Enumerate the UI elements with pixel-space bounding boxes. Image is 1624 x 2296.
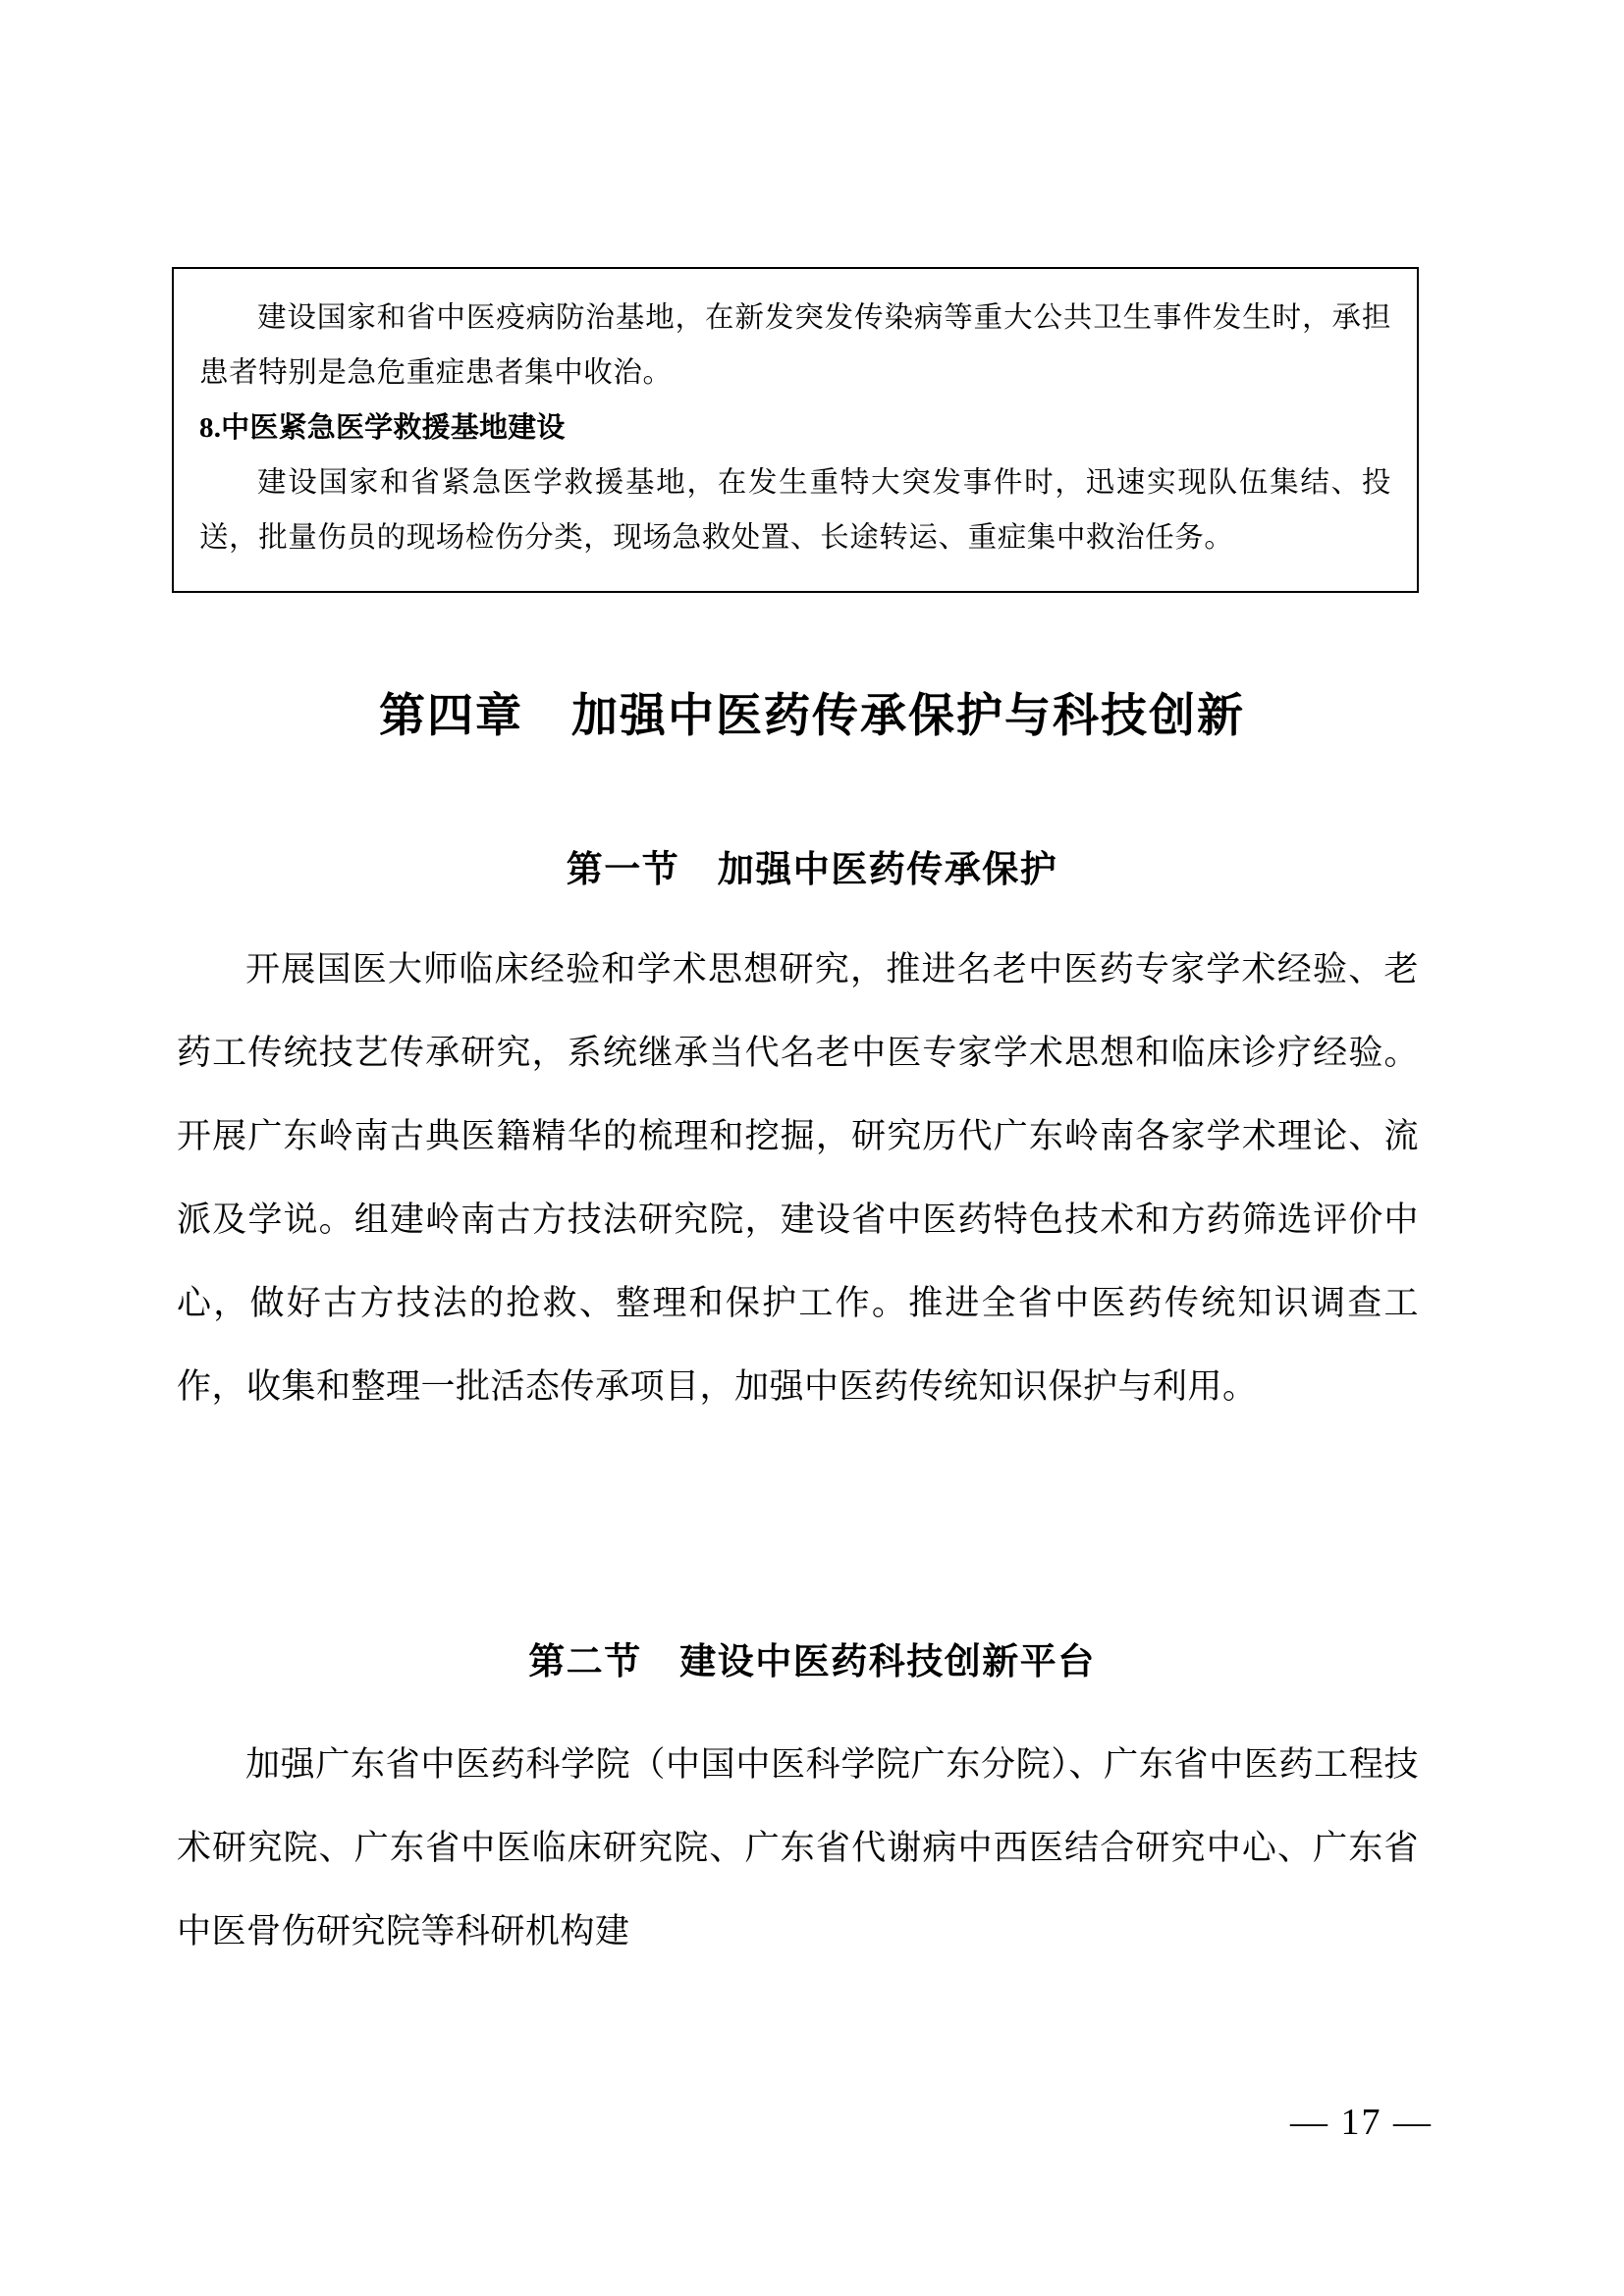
callout-paragraph-1: 建设国家和省中医疫病防治基地，在新发突发传染病等重大公共卫生事件发生时，承担患者特别是急危重症患者集中收治。: [199, 302, 1391, 389]
section-heading-1: 第一节 加强中医药传承保护: [566, 849, 1058, 889]
page-number: — 17 —: [1290, 2102, 1433, 2143]
section-heading-2: 第二节 建设中医药科技创新平台: [528, 1641, 1096, 1682]
chapter-title: 第四章 加强中医药传承保护与科技创新: [379, 689, 1245, 741]
callout-paragraph-2: 建设国家和省紧急医学救援基地，在发生重特大突发事件时，迅速实现队伍集结、投送，批量伤员的现场检伤分类，现场急救处置、长途转运、重症集中救治任务。: [199, 467, 1391, 554]
section-body-2: 加强广东省中医药科学院（中国中医科学院广东分院）、广东省中医药工程技术研究院、广东省中医临床研究院、广东省代谢病中西医结合研究中心、广东省中医骨伤研究院等科研机构建: [177, 1745, 1419, 1950]
callout-box: [172, 267, 1419, 593]
callout-subheading: 8.中医紧急医学救援基地建设: [199, 412, 566, 444]
section-body-1: 开展国医大师临床经验和学术思想研究，推进名老中医药专家学术经验、老药工传统技艺传承研究，系统继承当代名老中医专家学术思想和临床诊疗经验。开展广东岭南古典医籍精华的梳理和挖掘，研究历代广东岭南各家学术理论、流派及学说。组建岭南古方技法研究院，建设省中医药特色技术和方药筛选评价中心，做好古方技法的抢救、整理和保护工作。推进全省中医药传统知识调查工作，收集和整理一批活态传承项目，加强中医药传统知识保护与利用。: [177, 950, 1419, 1406]
